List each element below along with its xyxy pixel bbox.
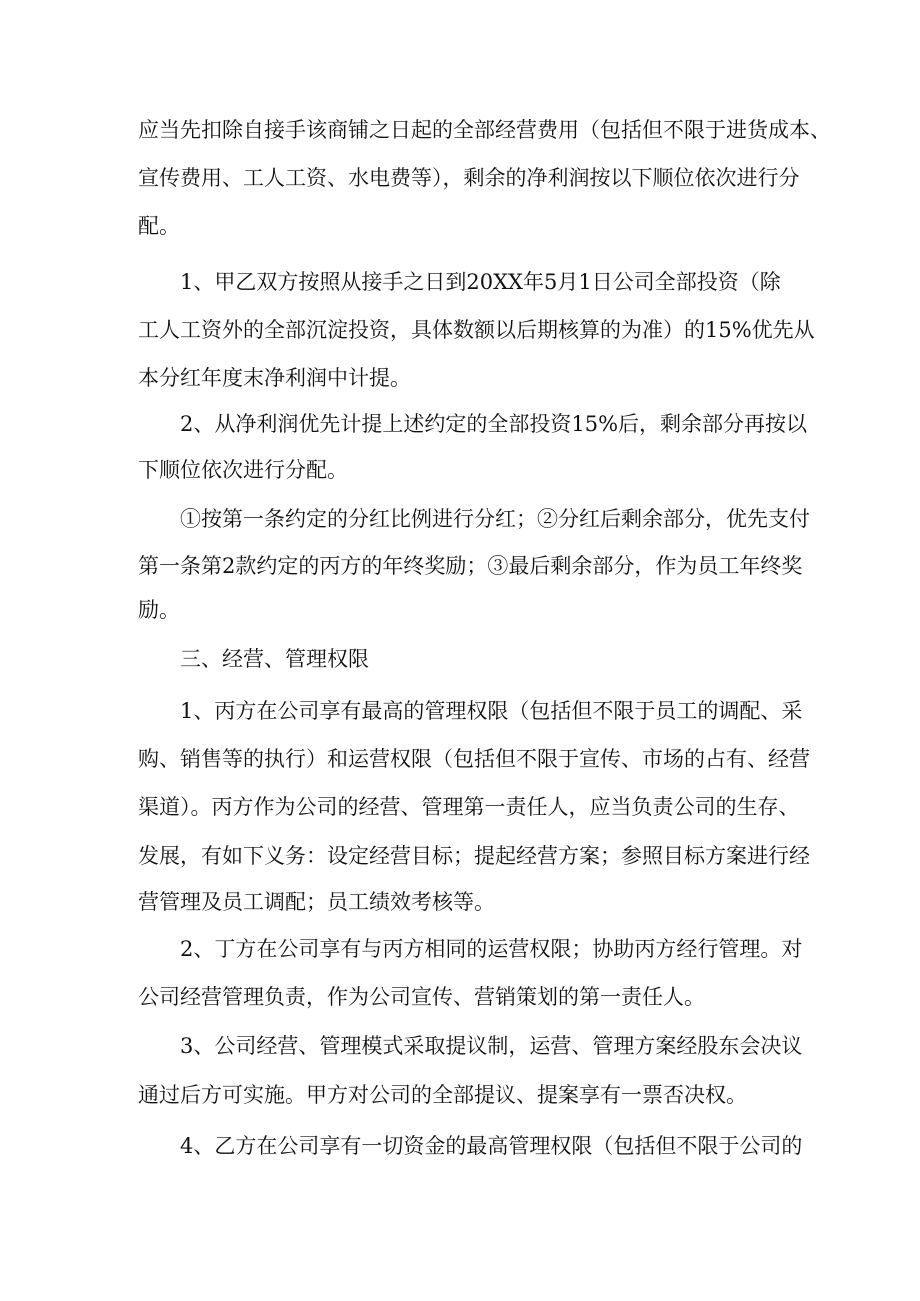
text-line: 发展，有如下义务：设定经营目标；提起经营方案；参照目标方案进行经 xyxy=(138,844,810,868)
text-line: 购、销售等的执行）和运营权限（包括但不限于宣传、市场的占有、经营 xyxy=(138,747,810,771)
text-line: 渠道）。丙方作为公司的经营、管理第一责任人，应当负责公司的生存、 xyxy=(138,795,800,819)
text-line: 工人工资外的全部沉淀投资，具体数额以后期核算的为准）的15%优先从 xyxy=(138,318,815,342)
text-line: 2、丁方在公司享有与丙方相同的运营权限；协助丙方经行管理。对 xyxy=(180,937,803,961)
text-line: ①按第一条约定的分红比例进行分红；②分红后剩余部分，优先支付 xyxy=(180,507,810,531)
text-line: 2、从净利润优先计提上述约定的全部投资15%后，剩余部分再按以 xyxy=(180,412,808,436)
text-line: 1、甲乙双方按照从接手之日到20XX年5月1日公司全部投资（除 xyxy=(180,270,781,294)
text-line: 通过后方可实施。甲方对公司的全部提议、提案享有一票否决权。 xyxy=(138,1083,747,1107)
text-line: 配。 xyxy=(138,214,180,238)
text-line: 本分红年度末净利润中计提。 xyxy=(138,366,411,390)
text-line: 营管理及员工调配；员工绩效考核等。 xyxy=(138,890,495,914)
text-line: 下顺位依次进行分配。 xyxy=(138,458,348,482)
text-line: 第一条第2款约定的丙方的年终奖励；③最后剩余部分，作为员工年终奖 xyxy=(138,554,803,578)
text-line: 宣传费用、工人工资、水电费等），剩余的净利润按以下顺位依次进行分 xyxy=(138,166,800,190)
text-line: 励。 xyxy=(138,598,180,622)
text-line: 公司经营管理负责，作为公司宣传、营销策划的第一责任人。 xyxy=(138,985,705,1009)
text-line: 应当先扣除自接手该商铺之日起的全部经营费用（包括但不限于进货成本、 xyxy=(138,118,831,142)
text-line: 3、公司经营、管理模式采取提议制，运营、管理方案经股东会决议 xyxy=(180,1034,803,1058)
text-line: 1、丙方在公司享有最高的管理权限（包括但不限于员工的调配、采 xyxy=(180,699,803,723)
text-line: 4、乙方在公司享有一切资金的最高管理权限（包括但不限于公司的 xyxy=(180,1134,803,1158)
section-heading: 三、经营、管理权限 xyxy=(180,647,369,671)
